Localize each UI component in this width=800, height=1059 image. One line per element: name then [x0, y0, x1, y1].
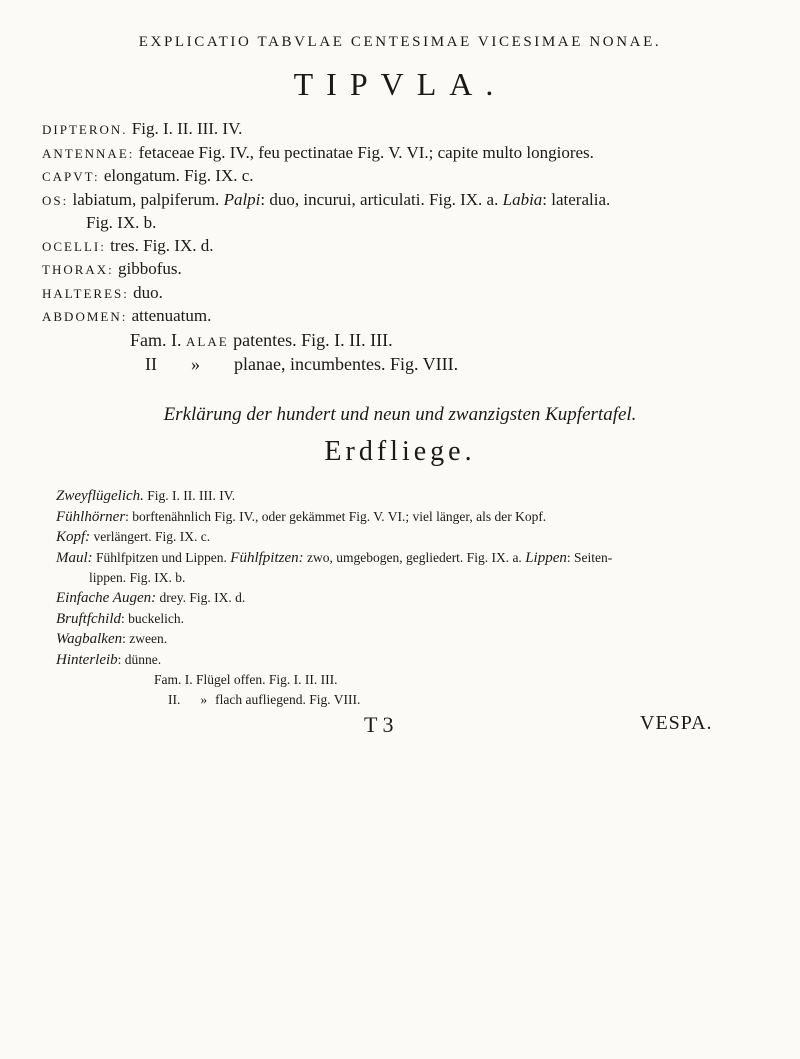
fuehl-text: : borftenähnlich Fig. IV., oder gekämmet Fig. V. VI.; viel länger, als der Kopf. — [125, 508, 547, 524]
wag-text: : zween. — [122, 631, 168, 647]
brust-text: : buckelich. — [121, 610, 184, 626]
latin-dipteron-line — [42, 118, 772, 142]
german-family-1: Fam. I. Flügel offen. Fig. I. II. III. — [154, 672, 338, 688]
brust-label: Bruftfchild — [56, 610, 121, 627]
caput-text: elongatum. Fig. IX. c. — [103, 166, 254, 185]
latin-abdomen-line — [42, 305, 772, 329]
hinter-text: : dünne. — [117, 651, 162, 667]
latin-ocelli-line — [42, 235, 772, 259]
augen-label: Einfache Augen: — [56, 589, 157, 606]
thorax-text: gibbofus. — [118, 259, 182, 278]
signature-mark: T 3 — [364, 712, 394, 737]
halteres-label: HALTERES: — [42, 285, 129, 301]
latin-caput-line — [42, 165, 772, 189]
gfam2-text: flach aufliegend. Fig. VIII. — [215, 691, 361, 707]
alae-label: ALAE — [186, 333, 229, 349]
os-text-c: : lateralia. — [542, 189, 611, 209]
fam1-prefix: Fam. I. — [130, 329, 182, 350]
latin-os-line — [42, 189, 772, 213]
german-description — [56, 486, 776, 710]
german-kopf-line — [56, 527, 776, 548]
lippen-label: Lippen — [525, 549, 567, 566]
augen-text: drey. Fig. IX. d. — [159, 589, 246, 605]
abdomen-label: ABDOMEN: — [42, 309, 128, 324]
latin-family-2 — [42, 353, 772, 376]
latin-antennae-line — [42, 142, 772, 166]
os-text-b: : duo, incurui, articulati. Fig. IX. a. — [260, 189, 499, 209]
fuehlspitzen-label: Fühlfpitzen: — [230, 549, 304, 566]
german-augen-line — [56, 588, 776, 609]
antennae-text: fetaceae Fig. IV., feu pectinatae Fig. V. VI.; capite multo longiores. — [138, 142, 594, 162]
german-fuehl-line — [56, 507, 776, 528]
os-label: OS: — [42, 192, 69, 208]
os-text-a: labiatum, palpiferum. — [72, 189, 220, 209]
maul-text-a: Fühlfpitzen und Lippen. — [96, 549, 227, 565]
dipteron-label: DIPTERON. — [42, 122, 128, 137]
zwey-label: Zweyflügelich. — [56, 488, 144, 504]
german-family-2 — [56, 690, 776, 710]
fam2-prefix: II — [145, 354, 157, 374]
fuehl-label: Fühlhörner — [56, 508, 126, 525]
antennae-label: ANTENNAE: — [42, 145, 135, 161]
german-zwey-line — [56, 486, 776, 507]
german-ditto-mark: » — [200, 691, 208, 707]
gfam2-prefix: II. — [168, 691, 181, 707]
maul-text-b: zwo, umgebogen, gegliedert. Fig. IX. a. — [306, 549, 522, 565]
maul-text-c: : Seiten- — [566, 549, 613, 565]
german-hinter-line — [56, 650, 776, 671]
german-wag-line — [56, 629, 776, 650]
ocelli-label: OCELLI: — [42, 238, 106, 254]
ocelli-text: tres. Fig. IX. d. — [110, 235, 214, 255]
halteres-text: duo. — [133, 282, 163, 302]
latin-family-1 — [42, 329, 772, 354]
thorax-label: THORAX: — [42, 262, 114, 277]
german-subtitle: Erdfliege. — [324, 436, 476, 467]
latin-os-continuation: Fig. IX. b. — [86, 213, 157, 232]
german-maul-line — [56, 548, 776, 569]
dipteron-text: Fig. I. II. III. IV. — [131, 119, 243, 138]
running-title: EXPLICATIO TABVLAE CENTESIMAE VICESIMAE NONAE. — [138, 34, 662, 50]
hinter-label: Hinterleib — [56, 651, 118, 668]
kopf-label: Kopf: — [56, 529, 91, 546]
abdomen-text: attenuatum. — [131, 306, 212, 325]
latin-description — [42, 118, 772, 376]
maul-label: Maul: — [56, 549, 93, 566]
zwey-text: Fig. I. II. III. IV. — [147, 488, 236, 503]
german-section-title: Erklärung der hundert und neun und zwanzigsten Kupfertafel. — [163, 404, 637, 425]
german-brust-line — [56, 609, 776, 630]
wag-label: Wagbalken — [56, 631, 123, 648]
labia-label: Labia — [502, 189, 543, 209]
palpi-label: Palpi — [223, 189, 261, 209]
ditto-mark: » — [191, 354, 200, 374]
kopf-text: verlängert. Fig. IX. c. — [93, 529, 211, 545]
caput-label: CAPVT: — [42, 169, 100, 184]
fam1-text: patentes. Fig. I. II. III. — [233, 329, 393, 350]
catchword: VESPA. — [640, 712, 713, 734]
fam2-text: planae, incumbentes. Fig. VIII. — [234, 354, 459, 374]
main-title: TIPVLA. — [293, 66, 507, 102]
german-maul-continuation: lippen. Fig. IX. b. — [89, 570, 186, 586]
latin-thorax-line — [42, 258, 772, 282]
latin-halteres-line — [42, 282, 772, 306]
